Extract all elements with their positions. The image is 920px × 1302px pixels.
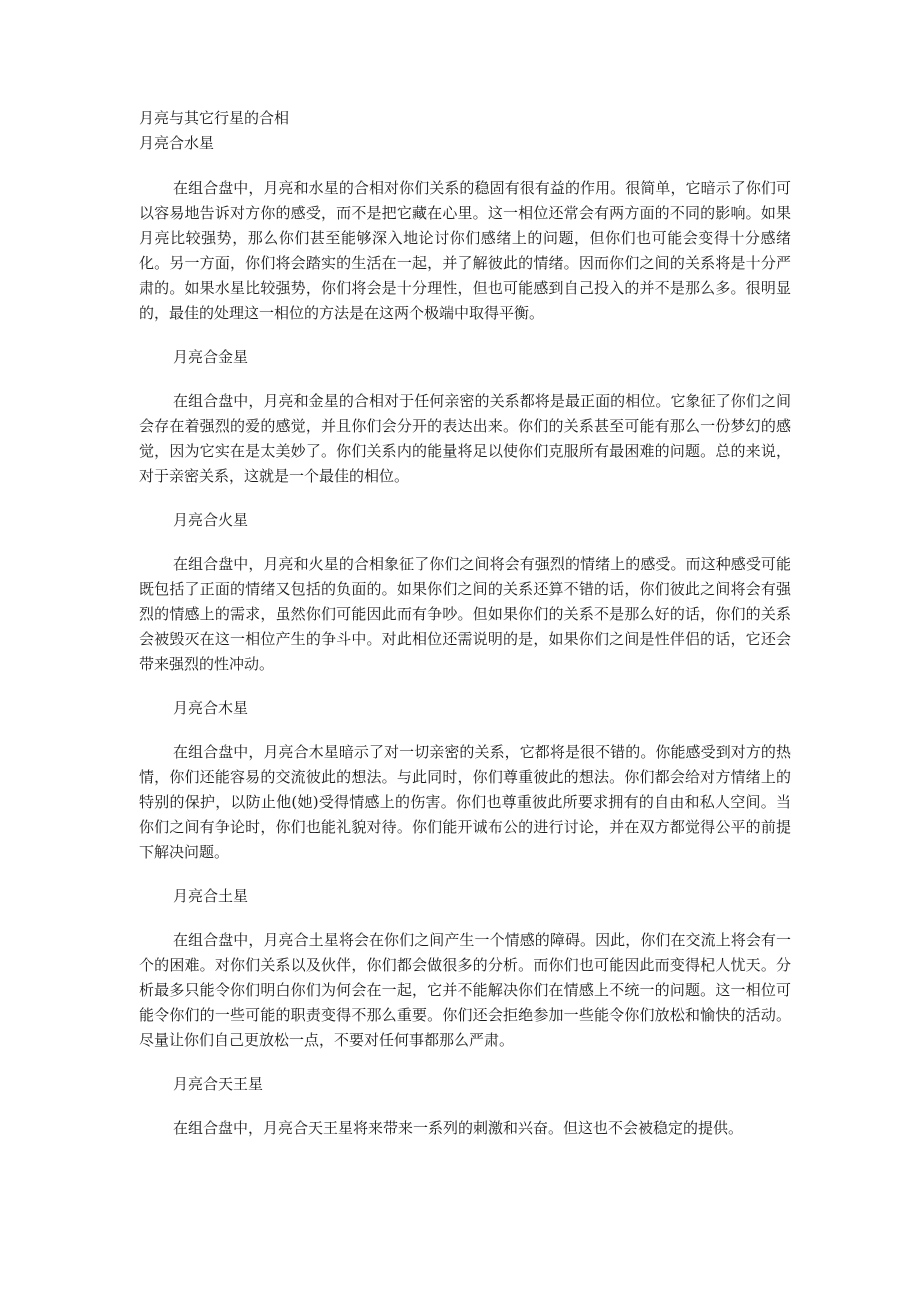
section-spacer xyxy=(139,1053,791,1072)
section-body-mars: 在组合盘中，月亮和火星的合相象征了你们之间将会有强烈的情绪上的感受。而这种感受可能既包括了正面的情绪又包括的负面的。如果你们之间的关系还算不错的话，你们彼此之间将会有强烈的情感上的需求，虽然你们可能因此而有争吵。但如果你们的关系不是那么好的话，你们的关系会被毁灭在这一相位产生的争斗中。对此相位还需说明的是，如果你们之间是性伴侣的话，它还会带来强烈的性冲动。 xyxy=(139,555,791,673)
section-spacer xyxy=(139,909,791,928)
section-body-saturn: 在组合盘中，月亮合土星将会在你们之间产生一个情感的障碍。因此，你们在交流上将会有一个的困难。对你们关系以及伙伴，你们都会做很多的分析。而你们也可能因此而变得杞人忧天。分析最多只能令你们明白你们为何会在一起，它并不能解决你们在情感上不统一的问题。这一相位可能令你们的一些可能的职责变得不那么重要。你们还会拒绝参加一些能令你们放松和愉快的活动。尽量让你们自己更放松一点，不要对任何事都那么严肃。 xyxy=(139,931,791,1049)
title-gap xyxy=(139,156,791,176)
section-body-venus: 在组合盘中，月亮和金星的合相对于任何亲密的关系都将是最正面的相位。它象征了你们之间会存在着强烈的爱的感觉，并且你们会分开的表达出来。你们的关系甚至可能有那么一份梦幻的感觉，因为它实在是太美妙了。你们关系内的能量将足以使你们克服所有最困难的问题。总的来说，对于亲密关系，这就是一个最佳的相位。 xyxy=(139,392,791,485)
section-heading-venus: 月亮合金星 xyxy=(173,348,249,366)
section-heading-uranus: 月亮合天王星 xyxy=(173,1075,264,1093)
section-heading-saturn: 月亮合土星 xyxy=(173,887,249,905)
document-page xyxy=(139,106,791,1141)
section-spacer xyxy=(139,865,791,884)
section-spacer xyxy=(139,721,791,740)
section-spacer xyxy=(139,533,791,552)
document-title: 月亮与其它行星的合相 xyxy=(139,109,290,127)
section-heading-mars: 月亮合火星 xyxy=(173,511,249,529)
document-subtitle: 月亮合水星 xyxy=(139,134,215,152)
section-spacer xyxy=(139,370,791,389)
section-spacer xyxy=(139,1097,791,1116)
section-spacer xyxy=(139,326,791,345)
section-spacer xyxy=(139,489,791,508)
section-body-uranus: 在组合盘中，月亮合天王星将来带来一系列的刺激和兴奋。但这也不会被稳定的提供。 xyxy=(173,1119,744,1137)
section-spacer xyxy=(139,677,791,696)
section-body-mercury: 在组合盘中，月亮和水星的合相对你们关系的稳固有很有益的作用。很简单，它暗示了你们可以容易地告诉对方你的感受，而不是把它藏在心里。这一相位还常会有两方面的不同的影响。如果月亮比较强势，那么你们甚至能够深入地论讨你们感绪上的问题，但你们也可能会变得十分感绪化。另一方面，你们将会踏实的生活在一起，并了解彼此的情绪。因而你们之间的关系将是十分严肃的。如果水星比较强势，你们将会是十分理性，但也可能感到自己投入的并不是那么多。很明显的，最佳的处理这一相位的方法是在这两个极端中取得平衡。 xyxy=(139,179,791,322)
section-body-jupiter: 在组合盘中，月亮合木星暗示了对一切亲密的关系，它都将是很不错的。你能感受到对方的热情，你们还能容易的交流彼此的想法。与此同时，你们尊重彼此的想法。你们都会给对方情绪上的特别的保护，以防止他(她)受得情感上的伤害。你们也尊重彼此所要求拥有的自由和私人空间。当你们之间有争论时，你们也能礼貌对待。你们能开诚布公的进行讨论，并在双方都觉得公平的前提下解决问题。 xyxy=(139,743,791,861)
section-heading-jupiter: 月亮合木星 xyxy=(173,699,249,717)
